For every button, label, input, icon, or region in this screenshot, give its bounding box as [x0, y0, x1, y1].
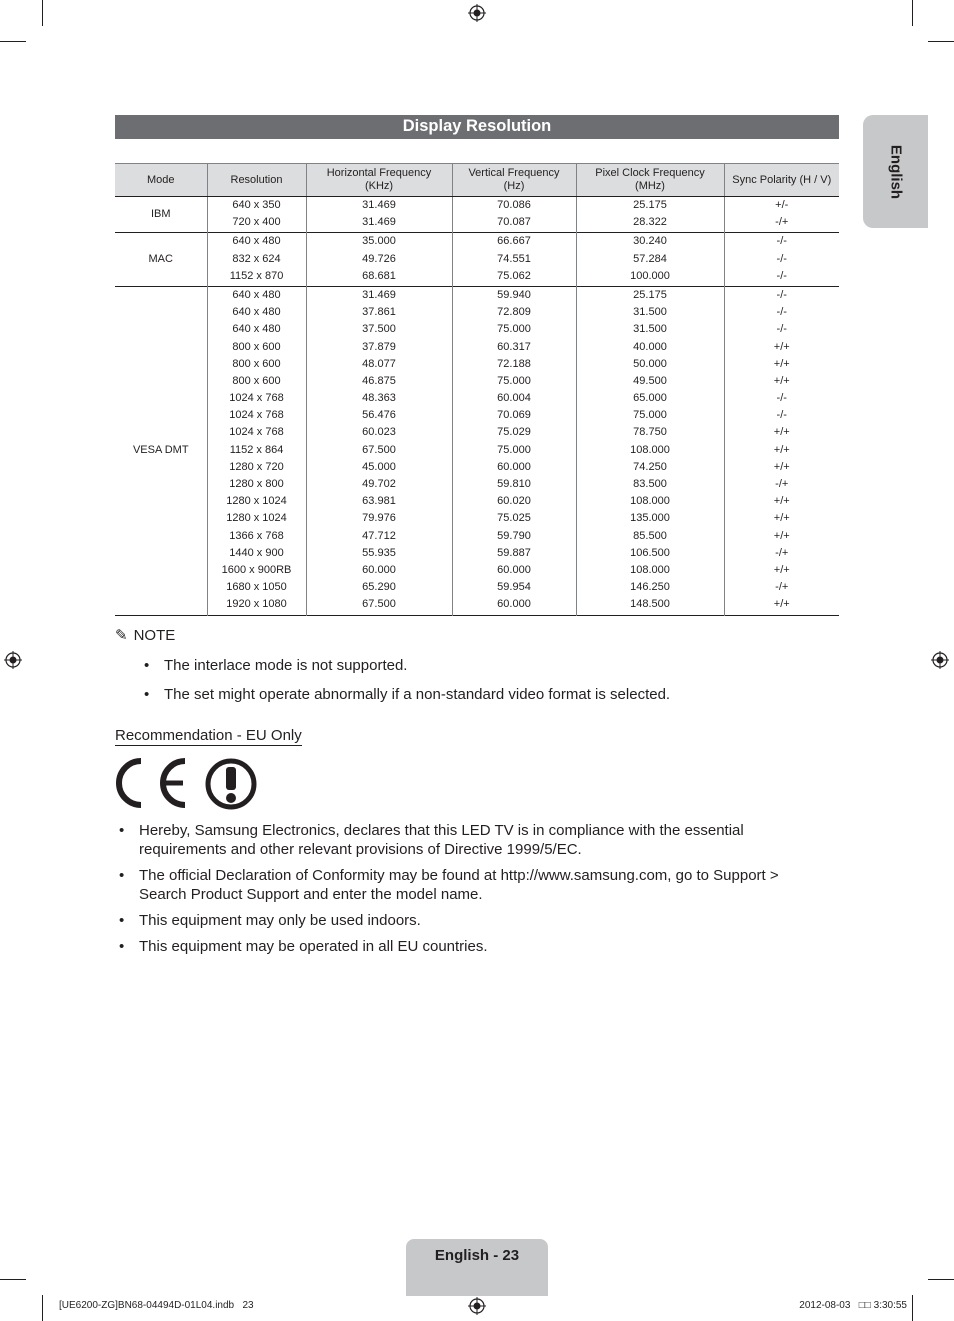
cell-value: 1680 x 1050	[226, 581, 287, 594]
cell-value: 31.500	[633, 323, 667, 336]
cell-value: 1920 x 1080	[226, 598, 287, 611]
cell-value: +/-	[775, 199, 789, 211]
cell-value: 1024 x 768	[229, 392, 284, 405]
header-horizontal-frequency	[306, 164, 452, 197]
cell-value: +/+	[773, 357, 790, 370]
registration-mark-icon	[468, 4, 486, 22]
cell-value: +/+	[773, 495, 790, 508]
cell-value: 79.976	[362, 512, 396, 525]
cell-value: 48.363	[362, 392, 396, 405]
cell-value: 148.500	[630, 598, 670, 611]
cell-value: 75.062	[497, 269, 531, 282]
cell-value: 37.500	[362, 323, 396, 336]
cell-value: 720 x 400	[232, 216, 281, 229]
note-title: NOTE	[133, 627, 176, 644]
cell-value: 65.000	[633, 392, 667, 405]
cell-value: 800 x 600	[232, 357, 281, 370]
cell-value: 1440 x 900	[229, 546, 284, 559]
cell-value: 1280 x 1024	[226, 495, 287, 508]
cell-value: 85.500	[633, 529, 667, 542]
value-cell	[306, 197, 452, 233]
cell-value: 67.500	[362, 443, 396, 456]
cell-value: 59.940	[497, 288, 531, 301]
section-title: Display Resolution	[115, 115, 839, 139]
cell-value: 75.029	[497, 426, 531, 439]
cell-value: 45.000	[362, 460, 396, 473]
cell-value: +/+	[773, 512, 790, 525]
cell-value: 65.290	[362, 581, 396, 594]
cell-value: 55.935	[362, 546, 396, 559]
cell-value: +/+	[773, 460, 790, 473]
cell-value: 59.954	[497, 581, 531, 594]
value-cell	[724, 286, 839, 615]
cell-value: 1280 x 800	[229, 478, 284, 490]
cell-value: 72.809	[497, 306, 531, 319]
recommendation-title: Recommendation - EU Only	[115, 727, 302, 744]
cell-value: 31.469	[362, 216, 396, 229]
cell-value: 1152 x 864	[229, 443, 284, 456]
mode-cell: MAC	[148, 253, 173, 266]
mode-cell: IBM	[150, 208, 171, 221]
value-cell	[452, 233, 576, 287]
value-cell	[452, 197, 576, 233]
cell-value: -/+	[775, 546, 789, 559]
ce-mark-icon	[115, 757, 201, 811]
cell-value: 49.500	[633, 374, 667, 387]
cell-value: 640 x 350	[232, 199, 281, 211]
cell-value: 75.000	[497, 374, 531, 387]
mode-cell: VESA DMT	[132, 444, 189, 457]
value-cell	[724, 197, 839, 233]
value-cell	[207, 197, 306, 233]
note-heading	[115, 626, 175, 644]
cell-value: -/-	[776, 323, 787, 336]
resolution-table	[115, 163, 839, 616]
cell-value: 70.086	[497, 199, 531, 211]
crop-mark	[42, 0, 43, 26]
cell-value: 40.000	[633, 340, 667, 353]
value-cell	[576, 286, 724, 615]
language-side-tab	[863, 115, 928, 228]
cell-value: +/+	[773, 374, 790, 387]
value-cell	[576, 197, 724, 233]
crop-mark	[912, 0, 913, 26]
alert-circle-icon	[204, 757, 258, 811]
cell-value: +/+	[773, 598, 790, 611]
cell-value: -/+	[775, 581, 789, 594]
value-cell	[576, 233, 724, 287]
crop-mark	[928, 41, 954, 42]
cell-value: 70.069	[497, 409, 531, 422]
table-group-ibm	[115, 197, 839, 233]
cell-value: 60.000	[497, 563, 531, 576]
cell-value: 1280 x 720	[229, 460, 284, 473]
list-item: • This equipment may be operated in all EU countries.	[115, 937, 815, 956]
cell-value: +/+	[773, 563, 790, 576]
cell-value: 1280 x 1024	[226, 512, 287, 525]
cell-value: 37.861	[362, 306, 396, 319]
cell-value: 56.476	[362, 409, 396, 422]
cell-value: -/-	[776, 306, 787, 319]
header-vertical-frequency	[452, 164, 576, 197]
page-number: English - 23	[434, 1247, 520, 1264]
language-side-tab-label: English	[887, 144, 904, 199]
header-mode: Mode	[115, 164, 207, 197]
cell-value: 74.551	[497, 252, 531, 265]
cell-value: 135.000	[630, 512, 670, 525]
list-item: • This equipment may only be used indoors.	[115, 911, 815, 930]
cell-value: 1152 x 870	[229, 269, 284, 282]
pencil-icon: ✎	[115, 627, 128, 644]
cell-value: 48.077	[362, 357, 396, 370]
value-cell	[207, 233, 306, 287]
header-pclk-text	[579, 167, 722, 193]
cell-value: 60.023	[362, 426, 396, 439]
footer-timestamp: 2012-08-03 □□ 3:30:55	[799, 1300, 907, 1311]
table-row	[115, 233, 839, 287]
cell-value: 108.000	[630, 495, 670, 508]
cell-value: 1600 x 900RB	[221, 563, 292, 576]
page-number-tab	[406, 1239, 548, 1296]
registration-mark-icon	[931, 651, 949, 669]
cell-value: -/+	[775, 216, 789, 229]
header-line: (KHz)	[364, 180, 394, 192]
cell-value: 75.000	[497, 323, 531, 336]
cell-value: 146.250	[630, 581, 670, 594]
cell-value: 60.004	[497, 392, 531, 405]
cell-value: 30.240	[633, 235, 667, 248]
header-line: (MHz)	[635, 180, 665, 192]
cell-value: 28.322	[633, 216, 667, 229]
header-line: (Hz)	[503, 180, 525, 192]
cell-value: 60.000	[497, 598, 531, 611]
list-item: • The interlace mode is not supported.	[140, 656, 670, 675]
cell-value: 57.284	[633, 252, 667, 265]
crop-mark	[928, 1279, 954, 1280]
crop-mark	[42, 1295, 43, 1321]
cell-value: -/-	[776, 252, 787, 265]
crop-mark	[912, 1295, 913, 1321]
cell-value: 83.500	[633, 478, 667, 490]
cell-value: 75.025	[497, 512, 531, 525]
header-resolution: Resolution	[207, 164, 306, 197]
cell-value: 640 x 480	[232, 306, 281, 319]
cell-value: 35.000	[362, 235, 396, 248]
cell-value: 60.020	[497, 495, 531, 508]
registration-mark-icon	[4, 651, 22, 669]
header-hfreq-text	[309, 167, 450, 193]
header-line: Pixel Clock Frequency	[595, 167, 705, 179]
cell-value: 800 x 600	[232, 374, 281, 387]
note-list	[140, 656, 670, 704]
cell-value: 59.887	[497, 546, 531, 559]
cell-value: 1366 x 768	[229, 529, 284, 542]
table-row	[115, 197, 839, 233]
cell-value: 640 x 480	[232, 235, 281, 248]
cell-value: 640 x 480	[232, 323, 281, 336]
cell-value: 108.000	[630, 443, 670, 456]
cell-value: 49.702	[362, 478, 396, 490]
cell-value: 59.810	[497, 478, 531, 490]
cell-value: 31.469	[362, 288, 396, 301]
cell-value: +/+	[773, 340, 790, 353]
crop-mark	[0, 1279, 26, 1280]
cell-value: 1024 x 768	[229, 409, 284, 422]
cell-value: 106.500	[630, 546, 670, 559]
header-line: Horizontal Frequency	[326, 167, 432, 179]
value-cell	[306, 286, 452, 615]
cell-value: -/-	[776, 392, 787, 405]
list-item: • The official Declaration of Conformity may be found at http://www.samsung.com, go to Support > Search Product Support and enter the model name.	[115, 866, 815, 904]
header-pixel-clock	[576, 164, 724, 197]
cell-value: 68.681	[362, 269, 396, 282]
table-header-row	[115, 164, 839, 197]
value-cell	[724, 233, 839, 287]
cell-value: -/+	[775, 478, 789, 490]
cell-value: +/+	[773, 426, 790, 439]
value-cell	[452, 286, 576, 615]
cell-value: 832 x 624	[232, 252, 281, 265]
cell-value: 31.500	[633, 306, 667, 319]
cell-value: 49.726	[362, 252, 396, 265]
table-group-mac	[115, 233, 839, 287]
cell-value: -/-	[776, 288, 787, 301]
cell-value: 47.712	[362, 529, 396, 542]
cell-value: +/+	[773, 443, 790, 456]
list-item: • The set might operate abnormally if a non-standard video format is selected.	[140, 685, 670, 704]
table-row	[115, 286, 839, 615]
cell-value: 25.175	[633, 288, 667, 301]
cell-value: 70.087	[497, 216, 531, 229]
cell-value: 66.667	[497, 235, 531, 248]
cell-value: 75.000	[633, 409, 667, 422]
cell-value: 640 x 480	[232, 288, 281, 301]
cell-value: 46.875	[362, 374, 396, 387]
value-cell	[207, 286, 306, 615]
recommendation-list	[115, 821, 815, 956]
header-line: Vertical Frequency	[468, 167, 560, 179]
cell-value: 59.790	[497, 529, 531, 542]
cell-value: -/-	[776, 235, 787, 248]
cell-value: 1024 x 768	[229, 426, 284, 439]
cell-value: 72.188	[497, 357, 531, 370]
cell-value: 78.750	[633, 426, 667, 439]
cell-value: 31.469	[362, 199, 396, 211]
cell-value: 75.000	[497, 443, 531, 456]
crop-mark	[0, 41, 26, 42]
cell-value: 74.250	[633, 460, 667, 473]
value-cell	[306, 233, 452, 287]
footer-file-info: [UE6200-ZG]BN68-04494D-01L04.indb 23	[59, 1300, 254, 1311]
cell-value: 100.000	[630, 269, 670, 282]
header-sync-polarity: Sync Polarity (H / V)	[724, 164, 839, 197]
cell-value: 25.175	[633, 199, 667, 211]
cell-value: 63.981	[362, 495, 396, 508]
cell-value: 60.000	[497, 460, 531, 473]
registration-mark-icon	[468, 1297, 486, 1315]
cell-value: 67.500	[362, 598, 396, 611]
header-vfreq-text	[455, 167, 574, 193]
cell-value: 60.317	[497, 340, 531, 353]
cell-value: +/+	[773, 529, 790, 542]
cell-value: 60.000	[362, 563, 396, 576]
cell-value: -/-	[776, 269, 787, 282]
table-group-vesa	[115, 286, 839, 615]
cell-value: 37.879	[362, 340, 396, 353]
list-item: • Hereby, Samsung Electronics, declares that this LED TV is in compliance with the essential requirements and other relevant provisions of Directive 1999/5/EC.	[115, 821, 815, 859]
cell-value: 800 x 600	[232, 340, 281, 353]
cell-value: 50.000	[633, 357, 667, 370]
cell-value: 108.000	[630, 563, 670, 576]
cell-value: -/-	[776, 409, 787, 422]
